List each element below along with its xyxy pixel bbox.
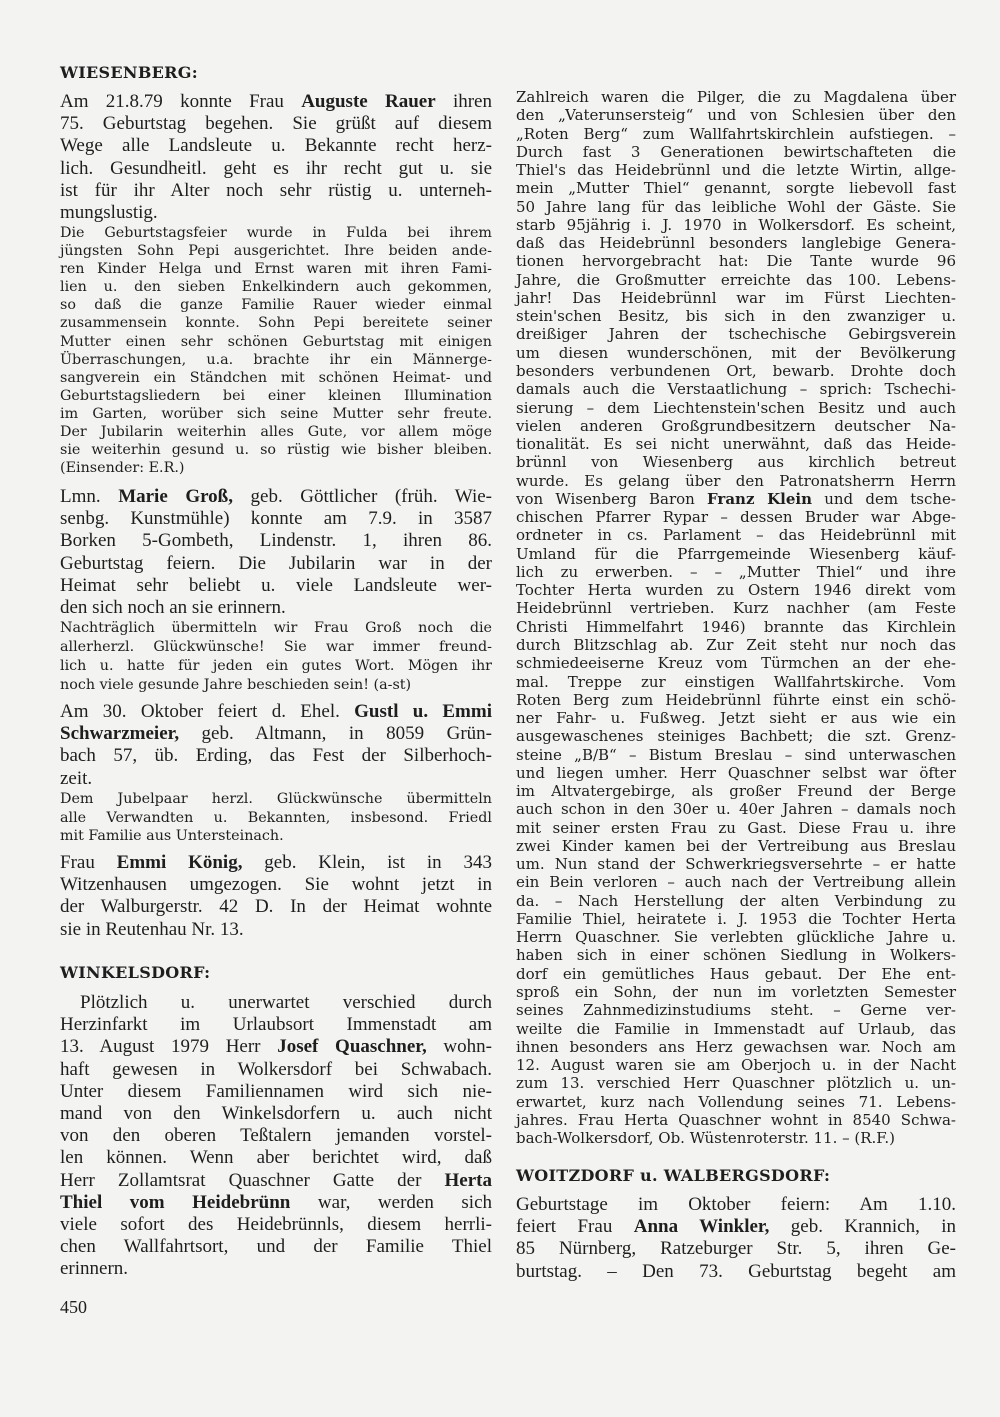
text-line: Unter diesem Familiennamen wird sich nie- [60, 1080, 492, 1102]
text-line: so daß die ganze Familie Rauer wieder einmal [60, 297, 492, 314]
text-line: durch Blitzschlag ab. Zur Zeit steht nur noch das [516, 635, 956, 654]
text-line: steine „B/B“ – Bistum Breslau – sind unterwaschen [516, 745, 956, 764]
text-line: allerherzl. Glückwünsche! Sie war immer freund- [60, 639, 492, 655]
text-line: senbg. Kunstmühle) konnte am 7.9. in 3587 [60, 508, 492, 530]
text-line: vielen anderen Großgrundbesitzern deutscher Na- [516, 416, 956, 435]
text-line: Heimat sehr beliebt u. viele Landsleute wer- [60, 574, 492, 596]
text-line [60, 1170, 492, 1192]
text-line: lich. Gesundheitl. geht es ihr recht gut u. sie [60, 157, 492, 179]
text-segment: feiert Frau [516, 1216, 634, 1238]
text-line: len können. Wenn aber berichtet wird, daß [60, 1147, 492, 1169]
text-line: haben sich in einer schönen Siedlung in Wolkers- [516, 946, 956, 965]
text-line: mit Familie aus Untersteinach. [60, 828, 284, 844]
bold-name: Josef Quaschner, [277, 1036, 427, 1058]
text-line: um. Nun stand der Schwerkriegsversehrte – er hatte [516, 855, 956, 874]
text-line: bach 57, üb. Erding, das Fest der Silberhoch- [60, 745, 492, 767]
text-line: ist für ihr Alter noch sehr rüstig u. unterneh- [60, 179, 492, 201]
text-segment: Am 21.8.79 konnte Frau [60, 91, 302, 112]
text-line: lich u. hatte für jeden ein gutes Wort. Mögen ihr [60, 658, 492, 674]
paragraph-gross-wishes [60, 619, 492, 695]
text-line: damals auch die Verstaatlichung – sprich: Tschechi- [516, 380, 956, 399]
text-segment: Am 30. Oktober feiert d. Ehel. [60, 701, 355, 722]
text-line [60, 701, 492, 723]
text-segment: Lmn. [60, 486, 119, 507]
text-line: besonders verbundenen Ort, bewarb. Drohte doch [516, 361, 956, 380]
text-line: chischen Pfarrer Rypar – dessen Bruder war Abge- [516, 508, 956, 527]
text-line: ihnen besonders ans Herz gewachsen war. Noch am [516, 1037, 956, 1056]
text-line: schmiedeeiserne Kreuz vom Türmchen an der ehe- [516, 654, 956, 673]
text-line: zum 13. verschied Herr Quaschner plötzlich u. un- [516, 1074, 956, 1093]
text-line [516, 490, 956, 508]
text-line: Thiel's das Heidebrünnl und die letzte Wirtin, allge- [516, 161, 956, 180]
text-line: ren Kinder Helga und Ernst waren mit ihren Fami- [60, 261, 492, 278]
text-line: auch schon in den 30er u. 40er Jahren – damals noch [516, 800, 956, 819]
text-line [60, 91, 492, 113]
text-line: Christi Himmelfahrt 1946) brannte das Kirchlein [516, 617, 956, 636]
text-line: den „Vaterunsersteig“ und von Schlesien über den [516, 106, 956, 125]
paragraph-rauer-celebration [60, 224, 492, 477]
text-line: noch viele gesunde Jahre beschieden sein! (a-st) [60, 677, 412, 693]
text-line: zwei Kinder kamen bei der Vertreibung aus Breslau [516, 836, 956, 855]
text-line: seines Zahnmedizinstudiums steht. – Gerne ver- [516, 1001, 956, 1020]
text-line: Familie Thiel, heiratete i. J. 1953 die Tochter Herta [516, 909, 956, 928]
text-line: ordneter in cs. Parlament – das Heidebrünnl mit [516, 526, 956, 545]
paragraph-heidebruennl-history [516, 88, 956, 1147]
bold-name: Schwarzmeier, [60, 723, 180, 745]
bold-name: Marie Groß, [118, 486, 233, 507]
text-line: Mutter einen sehr schönen Geburtstag mit einigen [60, 333, 492, 350]
text-line: Geburtstagsliedern bei einer kleinen Illumination [60, 387, 492, 404]
paragraph-rauer-birthday [60, 91, 492, 224]
text-segment: geb. Altmann, in 8059 Grün- [179, 723, 492, 745]
text-line: alle Verwandten u. Bekannten, insbesond. Friedl [60, 809, 492, 826]
section-heading-winkelsdorf: WINKELSDORF: [60, 963, 211, 982]
text-line: Zahlreich waren die Pilger, die zu Magdalena über [516, 88, 956, 106]
text-line: erinnern. [60, 1258, 129, 1280]
paragraph-gross-birthday [60, 486, 492, 619]
bold-name: Herta [444, 1169, 492, 1191]
paragraph-schwarzmeier-wishes [60, 790, 492, 846]
text-line: wurde. Es gelang über den Patronatsherrn Herrn [516, 471, 956, 490]
text-line: von den oberen Teßtalern jemanden vorstel- [60, 1125, 492, 1147]
text-line: um diesen wunderschönen, mit der Bevölkerung [516, 343, 956, 362]
text-line: starb 95jährig i. J. 1970 in Wolkersdorf. Es scheint, [516, 215, 956, 234]
paragraph-woitzdorf-birthdays [516, 1194, 956, 1283]
text-line: Umland für die Pfarrgemeinde Wiesenberg käuf- [516, 544, 956, 563]
text-line: Überraschungen, u.a. brachte ihr ein Männerge- [60, 351, 492, 368]
text-line: brünnl von Wiesenberg aus kirchlich betreut [516, 453, 956, 472]
text-line: mein „Mutter Thiel“ genannt, sorgte liebevoll fast [516, 179, 956, 198]
text-line: Roten Berg zum Heidebrünnl führte einst ein schö- [516, 690, 956, 709]
text-line: „Roten Berg“ zum Wallfahrtskirchlein aufstiegen. – [516, 124, 956, 143]
text-line: sie weiterhin gesund u. so rüstig wie bisher bleiben. [60, 442, 492, 459]
text-line: jahres. Frau Herta Quaschner wohnt in 8540 Schwa- [516, 1110, 956, 1129]
text-line [516, 1216, 956, 1238]
text-line: Geburtstage im Oktober feiern: Am 1.10. [516, 1194, 956, 1215]
text-line: Borken 5-Gombeth, Lindenstr. 1, ihren 86. [60, 530, 492, 552]
text-line: mand von den Winkelsdorfern u. auch nicht [60, 1103, 492, 1125]
text-line: Herrn Quaschner. Sie verlebten glückliche Jahre u. [516, 928, 956, 947]
bold-name: Franz Klein [707, 489, 813, 508]
text-line: 12. August waren sie am Oberjoch u. in der Nacht [516, 1056, 956, 1075]
text-line: stein'schen Besitz, bis sich in den zwanziger u. [516, 307, 956, 326]
text-line: Witzenhausen umgezogen. Sie wohnt jetzt in [60, 874, 492, 896]
paragraph-quaschner-obituary [60, 992, 492, 1281]
text-line: den sich noch an sie erinnern. [60, 597, 286, 619]
text-segment: geb. Krannich, in [769, 1216, 957, 1238]
bold-name: Gustl u. Emmi [354, 701, 492, 722]
text-line: Heidebrünnl vertrieben. Kurz nachher (am Feste [516, 599, 956, 618]
text-line: sangverein ein Ständchen mit schönen Heimat- und [60, 369, 492, 386]
text-segment: ihren [435, 91, 492, 112]
text-line: Geburtstag feiern. Die Jubilarin war in der [60, 552, 492, 574]
text-segment: geb. Klein, ist in 343 [242, 852, 492, 873]
text-segment: von Wisenberg Baron [516, 489, 708, 508]
text-line: ausgewaschenes steiniges Bachbett; die szt. Grenz- [516, 727, 956, 746]
bold-name: Auguste Rauer [301, 91, 436, 112]
text-line [60, 1036, 492, 1058]
text-line: mal. Treppe zur einstigen Wallfahrtskirche. Vom [516, 672, 956, 691]
text-line: viele sofort des Heidebrünnls, diesem herrli- [60, 1214, 492, 1236]
text-line: dreißiger Jahren der tschechische Gebirgsverein [516, 325, 956, 344]
text-line: daß das Heidebrünnl besonders langlebige Genera- [516, 234, 956, 253]
text-line: erwartet, kurz nach Vollendung seines 71. Lebens- [516, 1092, 956, 1111]
text-line: sproß ein Sohn, der nun im vorletzten Semester [516, 983, 956, 1002]
text-line: ein Bein verloren – auch nach der Vertreibung allein [516, 873, 956, 892]
text-segment: war, werden sich [290, 1191, 493, 1213]
bold-name: Thiel vom Heidebrünn [60, 1191, 291, 1213]
text-line: tionen hervorgebracht hat: Die Tante wurde 96 [516, 252, 956, 271]
text-line: chen Wallfahrtsort, und der Familie Thiel [60, 1236, 492, 1258]
text-line: Herzinfarkt im Urlaubsort Immenstadt am [60, 1014, 492, 1036]
text-line: Der Jubilarin weiterhin alles Gute, vor allem möge [60, 424, 492, 441]
text-line: da. – Nach Herstellung der alten Verbindung zu [516, 891, 956, 910]
text-line: sierung – dem Liechtenstein'schen Besitz und auch [516, 398, 956, 417]
text-line [60, 1192, 492, 1214]
text-line: 75. Geburtstag begehen. Sie grüßt auf diesem [60, 113, 492, 135]
text-line: lien u. den sieben Enkelkindern auch gekommen, [60, 279, 492, 296]
text-line: und liegen umher. Herr Quaschner selbst war öfter [516, 763, 956, 782]
text-line: weilte die Familie in Immenstadt auf Urlaub, das [516, 1019, 956, 1038]
text-line [60, 852, 492, 874]
text-line: Nachträglich übermitteln wir Frau Groß noch die [60, 620, 492, 636]
bold-name: Anna Winkler, [633, 1216, 770, 1238]
text-line: Durch fast 3 Generationen bewirtschafteten die [516, 142, 956, 161]
bold-name: Emmi König, [116, 852, 243, 873]
text-line: im Garten, worüber sich seine Mutter sehr freute. [60, 405, 492, 422]
text-line: Die Geburtstagsfeier wurde in Fulda bei ihrem [60, 225, 492, 241]
text-line: Dem Jubelpaar herzl. Glückwünsche übermitteln [60, 791, 492, 807]
page-number: 450 [60, 1297, 87, 1317]
text-line: haft gewesen in Wolkersdorf bei Schwabach. [60, 1058, 492, 1080]
text-line: mungslustig. [60, 202, 158, 224]
text-segment: Herr Zollamtsrat Quaschner Gatte der [60, 1169, 445, 1191]
text-line: jahr! Das Heidebrünnl war im Fürst Liechten- [516, 288, 956, 307]
text-line [60, 486, 492, 508]
text-line: Jahre, die Großmutter erreichte das 100. Lebens- [516, 270, 956, 289]
text-line: der Walburgerstr. 42 D. In der Heimat wohnte [60, 896, 492, 918]
text-line: zeit. [60, 767, 93, 789]
text-line: (Einsender: E.R.) [60, 460, 185, 477]
paragraph-schwarzmeier-anniversary [60, 701, 492, 790]
text-line: sie in Reutenhau Nr. 13. [60, 918, 244, 940]
text-line: lich zu erwerben. – – „Mutter Thiel“ und ihre [516, 562, 956, 581]
text-segment: 13. August 1979 Herr [60, 1036, 278, 1058]
text-segment: und dem tsche- [812, 489, 956, 508]
section-heading-wiesenberg: WIESENBERG: [60, 63, 198, 82]
text-line: ner Fahr- u. Fußweg. Jetzt sieht er aus wie ein [516, 709, 956, 728]
text-segment: wohn- [426, 1036, 492, 1058]
text-line [60, 723, 492, 745]
text-segment: geb. Göttlicher (früh. Wie- [233, 486, 492, 507]
paragraph-koenig-moved [60, 852, 492, 941]
text-line: burtstag. – Den 73. Geburtstag begeht am [516, 1260, 956, 1282]
text-line: tionalität. Es sei nicht unerwähnt, daß das Heide- [516, 435, 956, 454]
text-line: bach-Wolkersdorf, Ob. Wüstenroterstr. 11. – (R.F.) [516, 1129, 895, 1148]
text-line: mit seiner ersten Frau zu Gast. Diese Frau u. ihre [516, 818, 956, 837]
text-line: Plötzlich u. unerwartet verschied durch [80, 992, 492, 1013]
section-heading-woitzdorf: WOITZDORF u. WALBERGSDORF: [516, 1166, 831, 1185]
text-line: dorf ein gemütliches Haus gebaut. Der Ehe ent- [516, 964, 956, 983]
text-line: jüngsten Sohn Pepi ausgerichtet. Ihre beiden ande- [60, 243, 492, 260]
text-line: 50 Jahre lang für das leibliche Wohl der Gäste. Sie [516, 197, 956, 216]
text-segment: Frau [60, 852, 117, 873]
text-line: Wege alle Landsleute u. Bekannte recht herz- [60, 135, 492, 157]
text-line: 85 Nürnberg, Ratzeburger Str. 5, ihren Ge- [516, 1238, 956, 1260]
text-line: zusammensein konnte. Sohn Pepi bereitete seiner [60, 315, 492, 332]
text-line: Tochter Herta wurden zu Ostern 1946 direkt vom [516, 581, 956, 600]
text-line: im Altvatergebirge, als großer Freund der Berge [516, 782, 956, 801]
